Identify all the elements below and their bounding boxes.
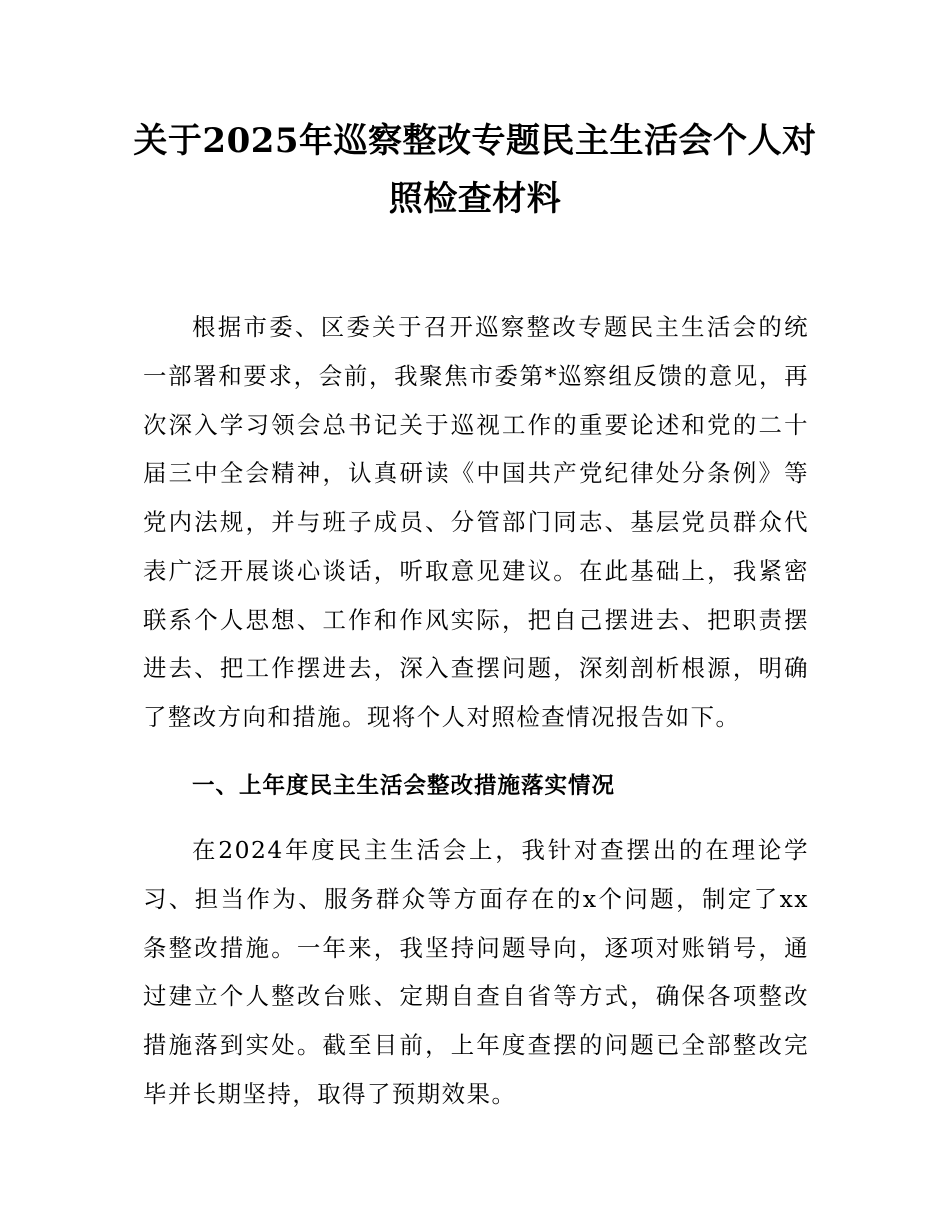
section-paragraph: 在2024年度民主生活会上，我针对查摆出的在理论学习、担当作为、服务群众等方面存在的x个问题，制定了xx条整改措施。一年来，我坚持问题导向，逐项对账销号，通过建立个人整改台账、定期自查自省等方式，确保各项整改措施落到实处。截至目前，上年度查摆的问题已全部整改完毕并长期坚持，取得了预期效果。 <box>143 836 809 1108</box>
section-heading: 一、上年度民主生活会整改措施落实情况 <box>192 773 616 799</box>
intro-paragraph: 根据市委、区委关于召开巡察整改专题民主生活会的统一部署和要求，会前，我聚焦市委第*巡察组反馈的意见，再次深入学习领会总书记关于巡视工作的重要论述和党的二十届三中全会精神，认真研读《中国共产党纪律处分条例》等党内法规，并与班子成员、分管部门同志、基层党员群众代表广泛开展谈心谈话，听取意见建议。在此基础上，我紧密联系个人思想、工作和作风实际，把自己摆进去、把职责摆进去、把工作摆进去，深入查摆问题，深刻剖析根源，明确了整改方向和措施。现将个人对照检查情况报告如下。 <box>143 313 809 731</box>
document-title: 关于2025年巡察整改专题民主生活会个人对照检查材料 <box>133 121 817 219</box>
